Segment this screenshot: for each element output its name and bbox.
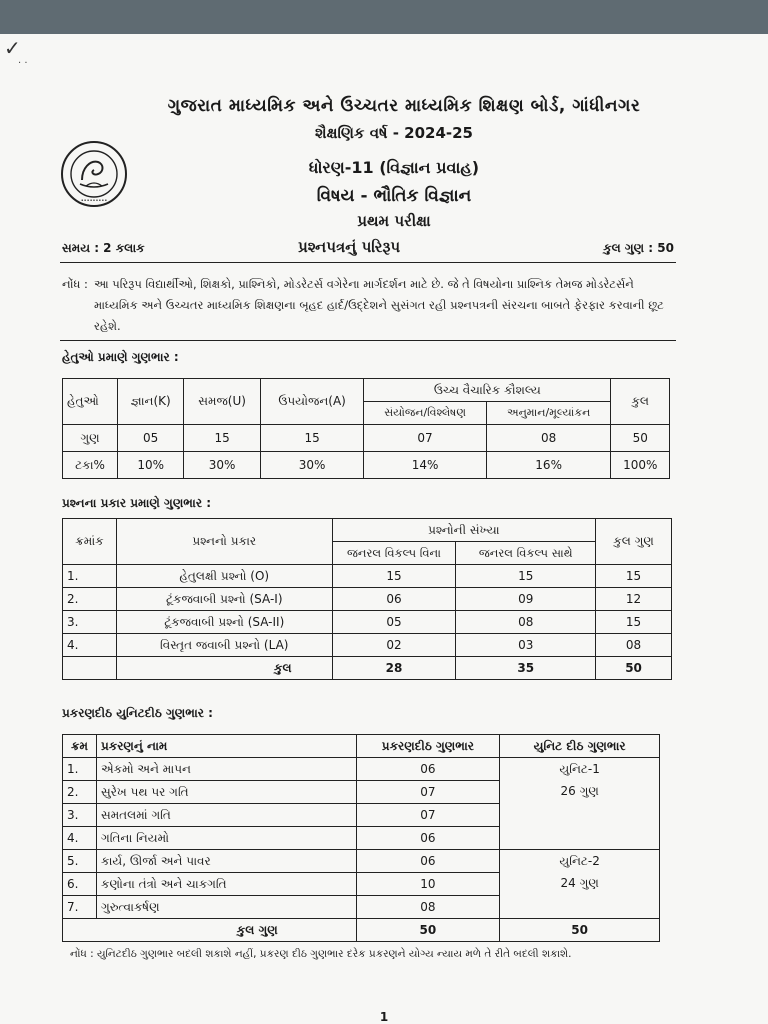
subject-title: વિષય - ભૌતિક વિજ્ઞાન — [316, 186, 472, 206]
header-knowledge: જ્ઞાન(K) — [118, 379, 184, 425]
cell: 07 — [356, 804, 500, 827]
academic-year: શૈક્ષણિક વર્ષ - 2024-25 — [315, 124, 473, 142]
header-application: ઉપયોજન(A) — [260, 379, 363, 425]
cell: 14% — [364, 452, 487, 479]
table-row — [63, 452, 670, 479]
total-chapter-marks: 50 — [356, 919, 500, 942]
table-row — [63, 634, 672, 657]
row-label: ટકા% — [63, 452, 118, 479]
cell: 2. — [63, 781, 97, 804]
cell: 30% — [260, 452, 363, 479]
cell: 02 — [332, 634, 456, 657]
divider-note — [60, 340, 676, 341]
unit-1-cell — [500, 758, 660, 850]
cell: ગુરુત્વાકર્ષણ — [96, 896, 356, 919]
total-label: કુલ — [116, 657, 332, 680]
header-sr: ક્રમાંક — [63, 519, 117, 565]
cell: 6. — [63, 873, 97, 896]
header-marks: કુલ ગુણ — [596, 519, 672, 565]
cell: 15 — [456, 565, 596, 588]
cell: 2. — [63, 588, 117, 611]
cell: 3. — [63, 804, 97, 827]
row-label: ગુણ — [63, 425, 118, 452]
cell: 08 — [596, 634, 672, 657]
cell: 07 — [356, 781, 500, 804]
header-chapter: પ્રકરણનું નામ — [96, 735, 356, 758]
time-label: સમય : 2 કલાક — [62, 241, 145, 255]
cell: 07 — [364, 425, 487, 452]
divider-top — [60, 262, 676, 263]
cell: 08 — [486, 425, 611, 452]
header-chapter-marks: પ્રકરણદીઠ ગુણભાર — [356, 735, 500, 758]
header-synthesis: સંયોજન/વિશ્લેષણ — [364, 402, 487, 425]
note-text: આ પરિરૂપ વિદ્યાર્થીઓ, શિક્ષકો, પ્રાશ્નિકો, મોડરેટર્સ વગેરેના માર્ગદર્શન માટે છે. જે તે વિષયોના પ્રાશ્નિક તેમજ મોડરેટર્સને માધ્યમિક અને ઉચ્ચતર માધ્યમિક શિક્ષણના બૃહદ હાર્દ/ઉદ્દેશને સુસંગત રહી પ્રશ્નપત્રની સંરચના બાબતે ફેરફાર કરવાની છૂટ રહેશે. — [94, 277, 664, 333]
cell: 1. — [63, 758, 97, 781]
table-row — [63, 758, 660, 781]
cell: 03 — [456, 634, 596, 657]
total-row — [63, 657, 672, 680]
cell: 06 — [332, 588, 456, 611]
total-without: 28 — [332, 657, 456, 680]
chapter-unit-table — [62, 734, 660, 942]
table-row — [63, 611, 672, 634]
cell: 15 — [596, 611, 672, 634]
unit-1-name: યુનિટ-1 — [559, 762, 600, 776]
cell: 4. — [63, 634, 117, 657]
cell: ટૂંકજવાબી પ્રશ્નો (SA-I) — [116, 588, 332, 611]
cell: 30% — [184, 452, 261, 479]
cell: 05 — [118, 425, 184, 452]
cell: 15 — [184, 425, 261, 452]
unit-1-marks: 26 ગુણ — [560, 784, 599, 798]
question-type-heading: પ્રશ્નના પ્રકાર પ્રમાણે ગુણભાર : — [62, 496, 211, 510]
unit-2-marks: 24 ગુણ — [560, 876, 599, 890]
header-total: કુલ — [611, 379, 670, 425]
cell: સુરેખ પથ પર ગતિ — [96, 781, 356, 804]
cell: 15 — [596, 565, 672, 588]
cell: 15 — [260, 425, 363, 452]
cell: કાર્ય, ઊર્જા અને પાવર — [96, 850, 356, 873]
meta-row — [62, 238, 674, 260]
total-row — [63, 919, 660, 942]
scan-specks: · · — [18, 58, 28, 69]
cell: 15 — [332, 565, 456, 588]
header-type: પ્રશ્નનો પ્રકાર — [116, 519, 332, 565]
header-count: પ્રશ્નોની સંખ્યા — [332, 519, 596, 542]
cell: 16% — [486, 452, 611, 479]
table-row — [63, 565, 672, 588]
header-objective: હેતુઓ — [63, 379, 118, 425]
cell: 100% — [611, 452, 670, 479]
cell: 08 — [356, 896, 500, 919]
unit-2-name: યુનિટ-2 — [559, 854, 600, 868]
cell: 10% — [118, 452, 184, 479]
objectives-heading: હેતુઓ પ્રમાણે ગુણભાર : — [62, 350, 179, 364]
header-unit-marks: યુનિટ દીઠ ગુણભાર — [500, 735, 660, 758]
total-label: કુલ ગુણ — [63, 919, 357, 942]
unit-2-cell — [500, 850, 660, 919]
board-title: ગુજરાત માધ્યમિક અને ઉચ્ચતર માધ્યમિક શિક્ષણ બોર્ડ, ગાંધીનગર — [167, 96, 641, 116]
header-with-option: જનરલ વિકલ્પ સાથે — [456, 542, 596, 565]
instruction-note — [62, 274, 676, 337]
cell: 5. — [63, 850, 97, 873]
total-with: 35 — [456, 657, 596, 680]
cell: 06 — [356, 850, 500, 873]
cell: કણોના તંત્રો અને ચાકગતિ — [96, 873, 356, 896]
cell: સમતલમાં ગતિ — [96, 804, 356, 827]
table-row — [63, 850, 660, 873]
note-label: નોંધ : — [62, 277, 88, 291]
cell: 7. — [63, 896, 97, 919]
header-hots: ઉચ્ચ વૈચારિક કૌશલ્ય — [364, 379, 611, 402]
cell: 50 — [611, 425, 670, 452]
cell: 10 — [356, 873, 500, 896]
cell: હેતુલક્ષી પ્રશ્નો (O) — [116, 565, 332, 588]
page-number: 1 — [379, 1010, 389, 1024]
cell: વિસ્તૃત જવાબી પ્રશ્નો (LA) — [116, 634, 332, 657]
cell: એકમો અને માપન — [96, 758, 356, 781]
total-unit-marks: 50 — [500, 919, 660, 942]
svg-text:•••••••••: ••••••••• — [80, 198, 108, 204]
header-without-option: જનરલ વિકલ્પ વિના — [332, 542, 456, 565]
cell: 06 — [356, 758, 500, 781]
cell: 3. — [63, 611, 117, 634]
footnote: નોંધ : યુનિટદીઠ ગુણભાર બદલી શકાશે નહીં, પ્રકરણ દીઠ ગુણભાર દરેક પ્રકરણને યોગ્ય ન્યાય મળે તે રીતે બદલી શકાશે. — [70, 948, 572, 960]
cell: 1. — [63, 565, 117, 588]
cell: 09 — [456, 588, 596, 611]
cell: 12 — [596, 588, 672, 611]
total-marks-label: કુલ ગુણ : 50 — [603, 241, 674, 255]
table-row — [63, 425, 670, 452]
cell: ગતિના નિયમો — [96, 827, 356, 850]
table-row — [63, 588, 672, 611]
standard-stream: ધોરણ-11 (વિજ્ઞાન પ્રવાહ) — [308, 158, 480, 177]
checkmark-icon: ✓ — [4, 36, 21, 60]
total-marks: 50 — [596, 657, 672, 680]
scan-top-bar — [0, 0, 768, 34]
objectives-table — [62, 378, 670, 479]
cell: 4. — [63, 827, 97, 850]
header-evaluation: અનુમાન/મૂલ્યાંકન — [486, 402, 611, 425]
cell: ટૂંકજવાબી પ્રશ્નો (SA-II) — [116, 611, 332, 634]
header-understanding: સમજ(U) — [184, 379, 261, 425]
cell: 06 — [356, 827, 500, 850]
exam-title: પ્રથમ પરીક્ષા — [357, 212, 431, 230]
cell: 05 — [332, 611, 456, 634]
header-sr: ક્રમ — [63, 735, 97, 758]
chapter-unit-heading: પ્રકરણદીઠ યુનિટદીઠ ગુણભાર : — [62, 706, 213, 720]
blueprint-title: પ્રશ્નપત્રનું પરિરૂપ — [298, 238, 401, 256]
question-type-table — [62, 518, 672, 680]
cell: 08 — [456, 611, 596, 634]
